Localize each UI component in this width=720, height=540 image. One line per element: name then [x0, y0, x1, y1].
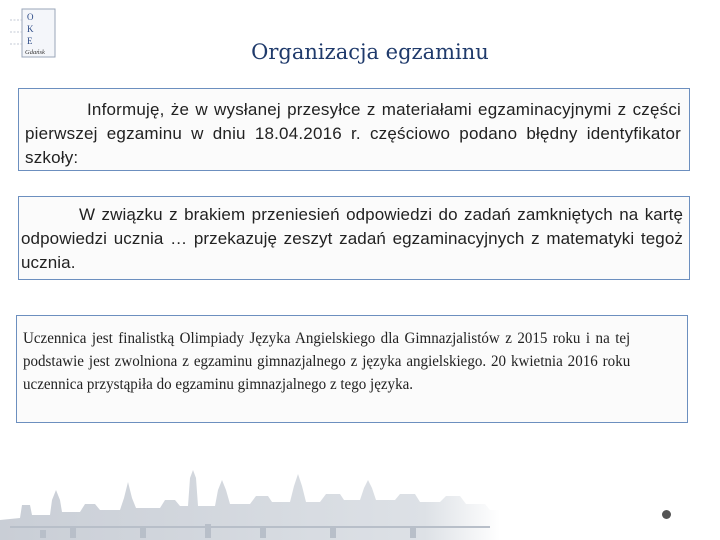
- notice-text-answer-transfer: W związku z brakiem przeniesień odpowiedzi do zadań zamkniętych na kartę odpowiedzi ucznia … przekazuję zeszyt zadań egzaminacyjnych z matematyki tegoż ucznia.: [21, 205, 683, 272]
- logo-letter-e: E: [27, 36, 33, 46]
- bullet-dot: [662, 510, 671, 519]
- logo-city: Gdańsk: [25, 49, 45, 56]
- city-skyline-image: [0, 460, 500, 540]
- notice-box-identifier: [18, 88, 690, 171]
- page-title: Organizacja egzaminu: [251, 40, 489, 64]
- notice-text-identifier: Informuję, że w wysłanej przesyłce z materiałami egzaminacyjnymi z części pierwszej egzaminu w dniu 18.04.2016 r. częściowo podano błędny identyfikator szkoły:: [25, 100, 681, 167]
- notice-box-olympiad: [16, 315, 688, 423]
- logo-letter-k: K: [27, 24, 34, 34]
- notice-text-olympiad: Uczennica jest finalistką Olimpiady Języka Angielskiego dla Gimnazjalistów z 2015 roku i na tej podstawie jest zwolniona z egzaminu gimnazjalnego z języka angielskiego. 20 kwietnia 2016 roku uczennica przystąpiła do egzaminu gimnazjalnego z tego języka.: [23, 330, 631, 393]
- oke-logo: [8, 8, 56, 58]
- logo-letter-o: O: [27, 12, 34, 22]
- notice-box-answer-transfer: [18, 196, 690, 280]
